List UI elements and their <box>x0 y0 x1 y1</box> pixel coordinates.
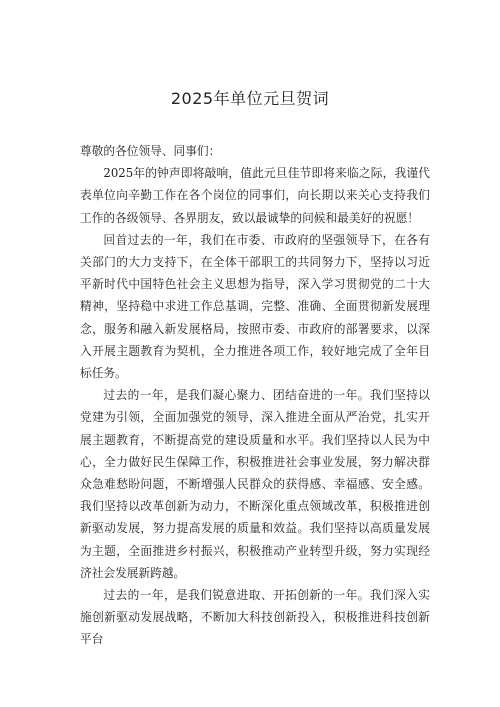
paragraph-review: 回首过去的一年，我们在市委、市政府的坚强领导下，在各有关部门的大力支持下，在全体干部职工的共同努力下，坚持以习近平新时代中国特色社会主义思想为指导，深入学习贯彻党的二十大精神，坚持稳中求进工作总基调，完整、准确、全面贯彻新发展理念，服务和融入新发展格局，按照市委、市政府的部署要求，以深入开展主题教育为契机，全力推进各项工作，较好地完成了全年目标任务。 <box>80 232 430 381</box>
document-body <box>80 140 430 651</box>
paragraph-greeting: 2025年的钟声即将敲响，值此元旦佳节即将来临之际，我谨代表单位向辛勤工作在各个岗位的同事们，向长期以来关心支持我们工作的各级领导、各界朋友，致以最诚挚的问候和最美好的祝愿！ <box>80 166 430 225</box>
document-title: 2025年单位元旦贺词 <box>170 89 330 108</box>
paragraph-innovation: 过去的一年，是我们锐意进取、开拓创新的一年。我们深入实施创新驱动发展战略，不断加大科技创新投入，积极推进科技创新平台 <box>80 588 430 647</box>
salutation: 尊敬的各位领导、同事们： <box>80 144 221 158</box>
paragraph-unity: 过去的一年，是我们凝心聚力、团结奋进的一年。我们坚持以党建为引领，全面加强党的领导，深入推进全面从严治党，扎实开展主题教育，不断提高党的建设质量和水平。我们坚持以人民为中心，全力做好民生保障工作，积极推进社会事业发展，努力解决群众急难愁盼问题，不断增强人民群众的获得感、幸福感、安全感。我们坚持以改革创新为动力，不断深化重点领域改革，积极推进创新驱动发展，努力提高发展的质量和效益。我们坚持以高质量发展为主题，全面推进乡村振兴，积极推动产业转型升级，努力实现经济社会发展新跨越。 <box>80 388 430 580</box>
